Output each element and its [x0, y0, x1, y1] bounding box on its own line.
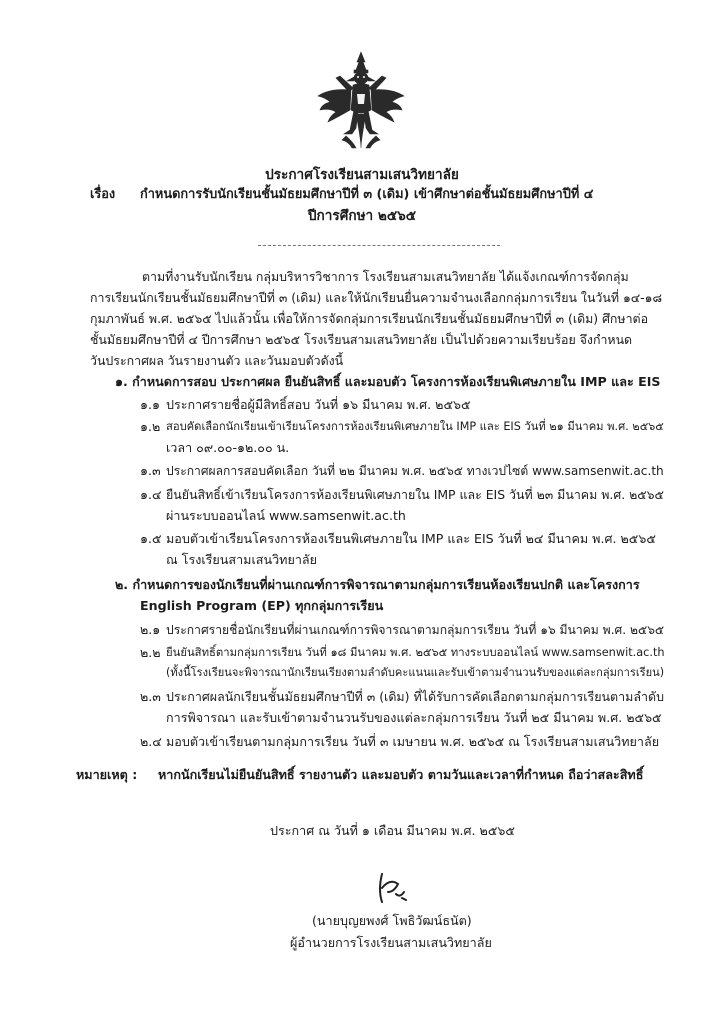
announce-date: ประกาศ ณ วันที่ ๑ เดือน มีนาคม พ.ศ. ๒๕๖๕ [270, 823, 515, 838]
item-2-4-text: มอบตัวเข้าเรียนตามกลุ่มการเรียน วันที่ ๓ เมษายน พ.ศ. ๒๕๖๕ ณ โรงเรียนสามเสนวิทยาลัย [166, 734, 660, 749]
item-1-5-text: มอบตัวเข้าเรียนโครงการห้องเรียนพิเศษภายใน IMP และ EIS วันที่ ๒๔ มีนาคม พ.ศ. ๒๕๖๕ [166, 531, 656, 546]
subject-line-1: กำหนดการรับนักเรียนชั้นมัธยมศึกษาปีที่ ๓ (เดิม) เข้าศึกษาต่อชั้นมัธยมศึกษาปีที่ ๔ [140, 187, 594, 202]
intro-line-1: ตามที่งานรับนักเรียน กลุ่มบริหารวิชาการ โรงเรียนสามเสนวิทยาลัย ได้แจ้งเกณฑ์การจัดกลุ่ม [142, 269, 629, 284]
item-1-3-text: ประกาศผลการสอบคัดเลือก วันที่ ๒๒ มีนาคม พ.ศ. ๒๕๖๕ ทางเวปไซต์ www.samsenwit.ac.th [166, 464, 664, 478]
section-2-heading-cont: English Program (EP) ทุกกลุ่มการเรียน [140, 598, 384, 613]
item-1-4-text: ยืนยันสิทธิ์เข้าเรียนโครงการห้องเรียนพิเศษภายใน IMP และ EIS วันที่ ๒๓ มีนาคม พ.ศ. ๒๕๖๕ [166, 487, 664, 502]
intro-line-2: การเรียนนักเรียนชั้นมัธยมศึกษาปีที่ ๓ (เดิม) และให้นักเรียนยื่นความจำนงเลือกกลุ่มการเรียน ในวันที่ ๑๔-๑๘ [90, 290, 663, 305]
signer-title: ผู้อำนวยการโรงเรียนสามเสนวิทยาลัย [290, 935, 492, 950]
announcement-org: ประกาศโรงเรียนสามเสนวิทยาลัย [265, 167, 459, 183]
item-2-2-text-cont: (ทั้งนี้โรงเรียนจะพิจารณานักเรียนเรียงตามลำดับคะแนนและรับเข้าตามจำนวนรับของแต่ละกลุ่มการเรียน) [166, 666, 665, 679]
item-2-3-text-cont: การพิจารณา และรับเข้าตามจำนวนรับของแต่ละกลุ่มการเรียน วันที่ ๒๕ มีนาคม พ.ศ. ๒๕๖๕ [166, 710, 662, 725]
item-1-5-num: ๑.๕ [140, 531, 162, 546]
item-2-3-text: ประกาศผลนักเรียนชั้นมัธยมศึกษาปีที่ ๓ (เดิม) ที่ได้รับการคัดเลือกตามกลุ่มการเรียนตามลำดับ [166, 689, 665, 704]
item-1-5-text-cont: ณ โรงเรียนสามเสนวิทยาลัย [166, 552, 318, 567]
intro-line-5: วันประกาศผล วันรายงานตัว และวันมอบตัวดังนี้ [90, 353, 344, 368]
item-1-4-text-cont: ผ่านระบบออนไลน์ www.samsenwit.ac.th [166, 508, 406, 523]
header-divider [258, 245, 500, 246]
item-2-3-num: ๒.๓ [140, 689, 161, 704]
item-1-3-num: ๑.๓ [140, 463, 161, 478]
section-1-heading: ๑. กำหนดการสอบ ประกาศผล ยืนยันสิทธิ์ และมอบตัว โครงการห้องเรียนพิเศษภายใน IMP และ EIS [115, 374, 661, 389]
item-1-2-text: สอบคัดเลือกนักเรียนเข้าเรียนโครงการห้องเรียนพิเศษภายใน IMP และ EIS วันที่ ๒๑ มีนาคม พ.ศ. ๒๕๖๕ [166, 420, 664, 433]
intro-line-4: ชั้นมัธยมศึกษาปีที่ ๔ ปีการศึกษา ๒๕๖๕ โรงเรียนสามเสนวิทยาลัย เป็นไปด้วยความเรียบร้อย จึงกำหนด [90, 332, 633, 347]
item-1-4-num: ๑.๔ [140, 487, 162, 502]
garuda-emblem-icon [316, 50, 406, 150]
item-1-2-text-cont: เวลา ๐๙.๐๐-๑๒.๐๐ น. [166, 440, 290, 455]
subject-line-2: ปีการศึกษา ๒๕๖๕ [307, 208, 417, 224]
item-2-4-num: ๒.๔ [140, 734, 162, 749]
item-2-2-text: ยืนยันสิทธิ์ตามกลุ่มการเรียน วันที่ ๑๘ มีนาคม พ.ศ. ๒๕๖๕ ทางระบบออนไลน์ www.samsenwit.ac.th [166, 646, 665, 659]
note-text: หากนักเรียนไม่ยืนยันสิทธิ์ รายงานตัว และมอบตัว ตามวันและเวลาที่กำหนด ถือว่าสละสิทธิ์ [158, 767, 644, 782]
signature-icon [368, 868, 418, 908]
intro-line-3: กุมภาพันธ์ พ.ศ. ๒๕๖๕ ไปแล้วนั้น เพื่อให้การจัดกลุ่มการเรียนนักเรียนชั้นมัธยมศึกษาปีที่ ๓ (เดิม) ศึกษาต่อ [90, 311, 649, 326]
section-2-heading: ๒. กำหนดการของนักเรียนที่ผ่านเกณฑ์การพิจารณาตามกลุ่มการเรียนห้องเรียนปกติ และโครงการ [115, 577, 640, 592]
item-1-1-text: ประกาศรายชื่อผู้มีสิทธิ์สอบ วันที่ ๑๖ มีนาคม พ.ศ. ๒๕๖๕ [166, 397, 471, 412]
signer-name: (นายบุญยพงศ์ โพธิวัฒน์ธนัต) [312, 913, 472, 928]
subject-label: เรื่อง [90, 187, 116, 202]
item-2-2-num: ๒.๒ [140, 645, 161, 660]
item-2-1-num: ๒.๑ [140, 622, 161, 637]
item-1-1-num: ๑.๑ [140, 397, 160, 412]
note-label: หมายเหตุ : [76, 767, 138, 782]
item-2-1-text: ประกาศรายชื่อนักเรียนที่ผ่านเกณฑ์การพิจารณาตามกลุ่มการเรียน วันที่ ๑๖ มีนาคม พ.ศ. ๒๕๖๕ [166, 623, 665, 637]
item-1-2-num: ๑.๒ [140, 419, 161, 434]
